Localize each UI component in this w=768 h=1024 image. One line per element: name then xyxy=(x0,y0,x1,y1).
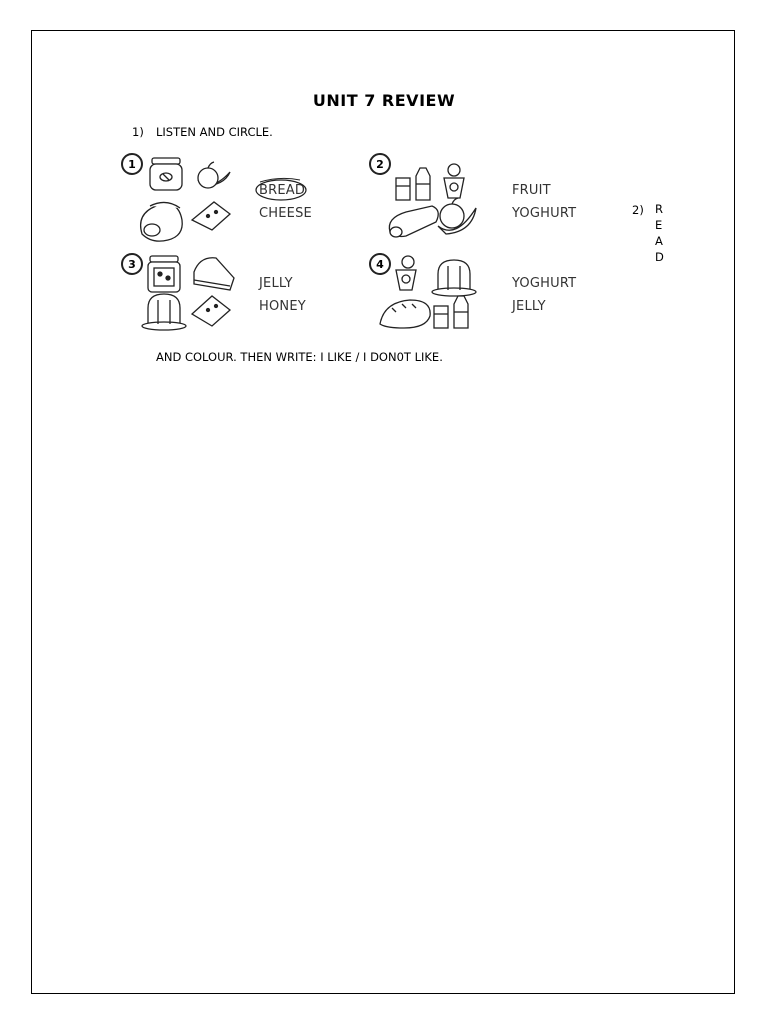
yoghurt-icon xyxy=(396,256,416,290)
vertical-letter: A xyxy=(655,234,663,248)
honey-jar-icon xyxy=(150,158,182,190)
fruit-icon xyxy=(198,162,230,188)
item-2-drawing xyxy=(368,150,493,245)
juice-icon xyxy=(434,296,468,328)
item-1-word-1[interactable]: BREAD xyxy=(259,183,306,198)
vertical-letter: D xyxy=(655,250,664,264)
juice-icon xyxy=(396,168,430,200)
bread-icon xyxy=(380,300,430,328)
svg-text:3: 3 xyxy=(128,258,136,271)
cheese-icon xyxy=(192,202,230,230)
page-title: UNIT 7 REVIEW xyxy=(312,91,456,110)
item-2-word-2[interactable]: YOGHURT xyxy=(512,206,577,221)
badge-1 xyxy=(122,154,142,174)
exercise-2-vertical-word xyxy=(655,201,665,265)
bread-icon xyxy=(389,206,438,237)
svg-text:4: 4 xyxy=(376,258,384,271)
badge-2 xyxy=(370,154,390,174)
item-1-illustration xyxy=(120,150,245,249)
item-4-illustration xyxy=(368,250,493,339)
badge-3 xyxy=(122,254,142,274)
item-3-drawing xyxy=(120,250,245,335)
exercise-2-instruction: AND COLOUR. THEN WRITE: I LIKE / I DON0T LIKE. xyxy=(156,350,443,364)
item-1-drawing xyxy=(120,150,245,245)
jelly-icon xyxy=(142,294,186,330)
item-4-word-1[interactable]: YOGHURT xyxy=(512,276,577,291)
yoghurt-icon xyxy=(444,164,464,198)
cheese-icon xyxy=(192,296,230,326)
item-4-drawing xyxy=(368,250,493,335)
item-2-word-1[interactable]: FRUIT xyxy=(512,183,551,198)
honey-jar-icon xyxy=(148,256,180,292)
item-3-word-1[interactable]: JELLY xyxy=(259,276,293,291)
exercise-1-instruction: LISTEN AND CIRCLE. xyxy=(156,125,273,139)
item-4-word-2[interactable]: JELLY xyxy=(512,299,546,314)
exercise-2-number: 2) xyxy=(632,203,644,217)
item-3-word-2[interactable]: HONEY xyxy=(259,299,306,314)
jelly-icon xyxy=(432,260,476,296)
svg-text:2: 2 xyxy=(376,158,384,171)
svg-text:1: 1 xyxy=(128,158,136,171)
circle-mark-bread xyxy=(254,176,308,202)
item-2-illustration xyxy=(368,150,493,249)
exercise-1-number: 1) xyxy=(132,125,144,139)
badge-4 xyxy=(370,254,390,274)
cake-icon xyxy=(194,258,234,290)
fruit-icon xyxy=(438,198,476,234)
item-3-illustration xyxy=(120,250,245,339)
vertical-letter: R xyxy=(655,202,663,216)
vertical-letter: E xyxy=(655,218,663,232)
item-1-word-2[interactable]: CHEESE xyxy=(259,206,312,221)
bread-icon xyxy=(141,202,183,241)
